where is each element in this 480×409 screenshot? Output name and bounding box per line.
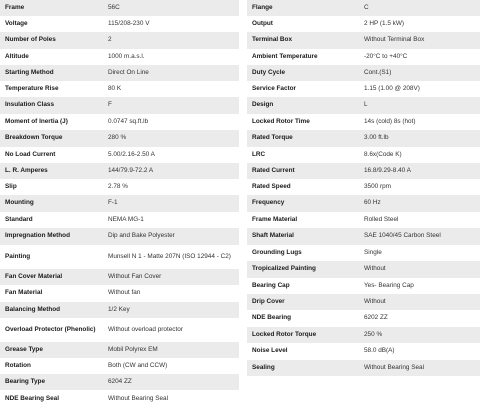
spec-value: Without Bearing Seal	[103, 390, 239, 408]
spec-row	[0, 318, 239, 342]
spec-label: Balancing Method	[0, 302, 103, 318]
spec-label: LRC	[247, 147, 359, 163]
spec-label: Insulation Class	[0, 97, 103, 114]
right-spec-table	[247, 0, 480, 376]
spec-row	[247, 81, 480, 97]
spec-row	[0, 32, 239, 49]
spec-label: Rated Speed	[247, 179, 359, 195]
spec-row	[0, 195, 239, 212]
spec-label: Mounting	[0, 195, 103, 212]
spec-label: Shaft Material	[247, 228, 359, 245]
spec-value: 2	[103, 32, 239, 49]
spec-label: Bearing Cap	[247, 278, 359, 294]
spec-label: Output	[247, 16, 359, 33]
spec-row	[247, 179, 480, 195]
spec-row	[247, 195, 480, 212]
spec-row	[0, 302, 239, 318]
spec-label: Number of Poles	[0, 32, 103, 49]
spec-row	[247, 0, 480, 16]
spec-label: Noise Level	[247, 343, 359, 360]
spec-label: Ambient Temperature	[247, 49, 359, 65]
spec-row	[247, 310, 480, 327]
spec-label: Duty Cycle	[247, 65, 359, 81]
spec-row	[247, 97, 480, 114]
spec-value: Without	[359, 294, 480, 311]
spec-row	[247, 360, 480, 376]
spec-value: 58.0 dB(A)	[359, 343, 480, 360]
spec-value: 0.0747 sq.ft.lb	[103, 114, 239, 130]
spec-label: Starting Method	[0, 65, 103, 81]
spec-row	[0, 342, 239, 358]
spec-row	[247, 261, 480, 278]
spec-value: 14s (cold) 8s (hot)	[359, 114, 480, 130]
spec-row	[0, 49, 239, 65]
spec-value: F	[103, 97, 239, 114]
spec-row	[247, 16, 480, 33]
spec-row	[247, 245, 480, 262]
spec-row	[0, 16, 239, 33]
spec-row	[0, 269, 239, 286]
spec-label: Sealing	[247, 360, 359, 376]
spec-row	[0, 65, 239, 81]
spec-value: 250 %	[359, 327, 480, 343]
spec-value: Without Bearing Seal	[359, 360, 480, 376]
spec-label: Breakdown Torque	[0, 130, 103, 147]
spec-value: Without overload protector	[103, 318, 239, 342]
spec-row	[247, 32, 480, 49]
spec-label: Painting	[0, 245, 103, 269]
spec-row	[247, 49, 480, 65]
spec-label: Grease Type	[0, 342, 103, 358]
spec-value: Cont.(S1)	[359, 65, 480, 81]
spec-label: Locked Rotor Time	[247, 114, 359, 130]
spec-label: L. R. Amperes	[0, 163, 103, 179]
spec-value: 1000 m.a.s.l.	[103, 49, 239, 65]
spec-value: F-1	[103, 195, 239, 212]
spec-value: Without	[359, 261, 480, 278]
spec-value: 2.78 %	[103, 179, 239, 195]
spec-value: 1/2 Key	[103, 302, 239, 318]
spec-value: 3.00 ft.lb	[359, 130, 480, 147]
spec-value: 6202 ZZ	[359, 310, 480, 327]
spec-label: Moment of Inertia (J)	[0, 114, 103, 130]
spec-label: Frequency	[247, 195, 359, 212]
spec-row	[0, 0, 239, 16]
spec-label: Frame	[0, 0, 103, 16]
spec-value: Without fan	[103, 285, 239, 302]
left-spec-table	[0, 0, 239, 408]
spec-row	[0, 179, 239, 195]
spec-row	[247, 65, 480, 81]
spec-label: Drip Cover	[247, 294, 359, 311]
spec-label: Altitude	[0, 49, 103, 65]
spec-value: Munsell N 1 - Matte 207N (ISO 12944 - C2)	[103, 245, 239, 269]
spec-label: Standard	[0, 212, 103, 228]
spec-value: L	[359, 97, 480, 114]
spec-value: 280 %	[103, 130, 239, 147]
spec-label: Temperature Rise	[0, 81, 103, 97]
spec-value: 5.00/2.16-2.50 A	[103, 147, 239, 163]
spec-value: 1.15 (1.00 @ 208V)	[359, 81, 480, 97]
spec-row	[0, 228, 239, 245]
spec-row	[247, 343, 480, 360]
spec-value: C	[359, 0, 480, 16]
spec-label: No Load Current	[0, 147, 103, 163]
spec-label: Fan Cover Material	[0, 269, 103, 286]
spec-label: Bearing Type	[0, 374, 103, 391]
spec-row	[0, 212, 239, 228]
spec-row	[247, 130, 480, 147]
spec-value: 6204 ZZ	[103, 374, 239, 391]
spec-value: Mobil Polyrex EM	[103, 342, 239, 358]
spec-row	[0, 390, 239, 408]
spec-label: Service Factor	[247, 81, 359, 97]
spec-label: Grounding Lugs	[247, 245, 359, 262]
spec-label: NDE Bearing Seal	[0, 390, 103, 408]
spec-value: NEMA MG-1	[103, 212, 239, 228]
spec-row	[0, 358, 239, 374]
spec-label: Impregnation Method	[0, 228, 103, 245]
spec-label: Flange	[247, 0, 359, 16]
spec-label: Voltage	[0, 16, 103, 33]
spec-label: Rated Torque	[247, 130, 359, 147]
spec-value: Single	[359, 245, 480, 262]
spec-label: Tropicalized Painting	[247, 261, 359, 278]
spec-row	[0, 245, 239, 269]
spec-value: 80 K	[103, 81, 239, 97]
spec-label: Slip	[0, 179, 103, 195]
spec-row	[247, 147, 480, 163]
spec-value: SAE 1040/45 Carbon Steel	[359, 228, 480, 245]
spec-value: 144/79.9-72.2 A	[103, 163, 239, 179]
spec-value: Dip and Bake Polyester	[103, 228, 239, 245]
spec-value: 115/208-230 V	[103, 16, 239, 33]
spec-row	[0, 285, 239, 302]
spec-row	[247, 212, 480, 228]
spec-value: 60 Hz	[359, 195, 480, 212]
spec-row	[0, 130, 239, 147]
spec-value: 2 HP (1.5 kW)	[359, 16, 480, 33]
spec-row	[0, 374, 239, 391]
spec-value: Yes- Bearing Cap	[359, 278, 480, 294]
spec-row	[0, 81, 239, 97]
spec-row	[247, 114, 480, 130]
spec-row	[247, 228, 480, 245]
spec-label: Rated Current	[247, 163, 359, 179]
spec-value: Both (CW and CCW)	[103, 358, 239, 374]
spec-label: Rotation	[0, 358, 103, 374]
spec-value: Direct On Line	[103, 65, 239, 81]
spec-row	[0, 97, 239, 114]
spec-row	[0, 147, 239, 163]
spec-value: Without Terminal Box	[359, 32, 480, 49]
spec-value: 56C	[103, 0, 239, 16]
spec-label: Overload Protector (Phenolic)	[0, 318, 103, 342]
spec-value: Rolled Steel	[359, 212, 480, 228]
spec-row	[0, 163, 239, 179]
spec-row	[247, 327, 480, 343]
spec-label: Frame Material	[247, 212, 359, 228]
spec-label: Design	[247, 97, 359, 114]
spec-label: Terminal Box	[247, 32, 359, 49]
spec-value: 3500 rpm	[359, 179, 480, 195]
spec-value: 16.8/9.29-8.40 A	[359, 163, 480, 179]
spec-row	[0, 114, 239, 130]
spec-value: Without Fan Cover	[103, 269, 239, 286]
spec-row	[247, 163, 480, 179]
spec-label: NDE Bearing	[247, 310, 359, 327]
spec-label: Locked Rotor Torque	[247, 327, 359, 343]
spec-value: 8.6x(Code K)	[359, 147, 480, 163]
spec-row	[247, 278, 480, 294]
spec-label: Fan Material	[0, 285, 103, 302]
spec-row	[247, 294, 480, 311]
spec-value: -20°C to +40°C	[359, 49, 480, 65]
